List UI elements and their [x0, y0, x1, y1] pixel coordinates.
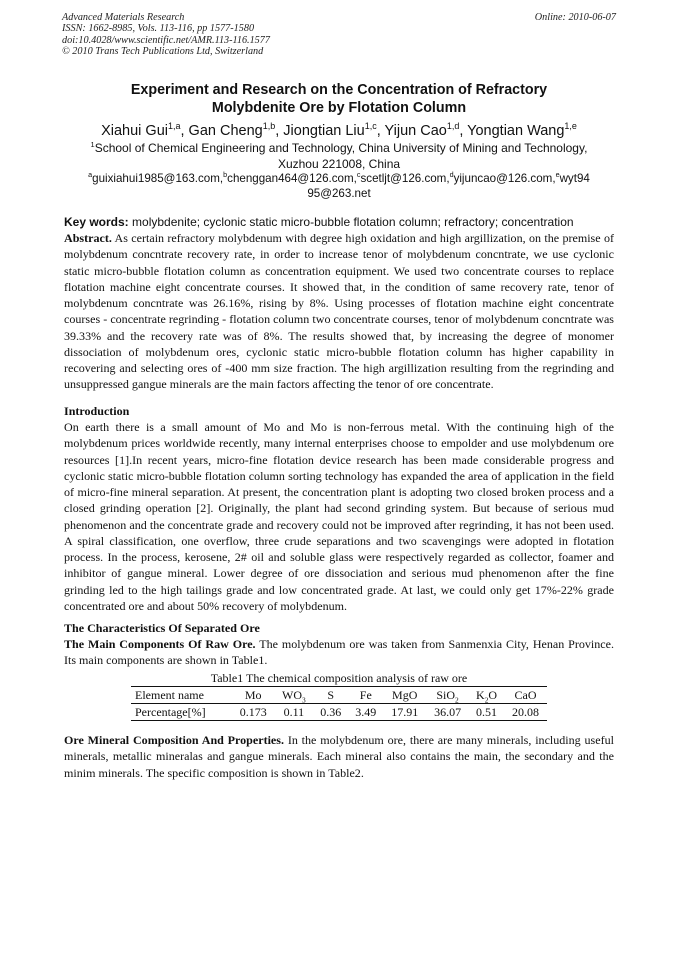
composition-table — [131, 686, 547, 721]
table-1 — [131, 670, 547, 721]
abstract-text: As certain refractory molybdenum with degree high oxidation and high argillization, on the premise of molybdenum concntrate recovery rate, in order to increase tenor of molybdenum concntrate, we use cyclonic static micro-bubble flotation column as concentration equipment. We used two concentrate courses to replace flotation machine eight concentrate courses. It showed that, in the condition of same recovery rate, tenor of molybdenum concntrate was 26.16%, rising by 8%. Using processes of flotation machine eight concentrate courses - concentrate regrinding - flotation column two concentrate courses, tenor of molybdenum concntrate was 39.33% and the recovery rate was of 8%. The results showed that, by increasing the degree of monomer dissociation of molybdenum ores, cyclonic static micro-bubble flotation column has higher capability in recovering and selecting ores of -400 mm size fraction. The high argillization resulting from the regrinding and unsuppressed gangue minerals are the main factors affecting the tenor of ore concentrate. — [64, 231, 614, 392]
author-affil-mark: 1,c — [364, 121, 377, 132]
online-date: Online: 2010-06-07 — [534, 12, 616, 23]
table-column-header: MgO — [383, 687, 426, 704]
main-components-paragraph — [64, 636, 614, 669]
title-line-1: Experiment and Research on the Concentration of Refractory — [130, 82, 548, 98]
author-name: Yijun Cao — [384, 123, 447, 139]
main-components-label: The Main Components Of Raw Ore. — [64, 637, 256, 651]
introduction-heading: Introduction — [64, 404, 130, 418]
table-column-header: Fe — [348, 687, 383, 704]
table-cell: 0.51 — [469, 704, 504, 721]
email-b: chenggan464@126.com, — [227, 172, 357, 185]
affiliation-line-2: Xuzhou 221008, China — [277, 156, 401, 171]
table-column-header: CaO — [504, 687, 547, 704]
table-caption: Table1 The chemical composition analysis of raw ore — [210, 671, 468, 685]
table-cell: 0.11 — [275, 704, 314, 721]
affiliation-mark: 1 — [90, 140, 95, 149]
abstract-label: Abstract. — [64, 231, 112, 245]
table-column-header: S — [313, 687, 348, 704]
table-column-header: SiO$_2$ — [426, 687, 469, 704]
doi-line: doi:10.4028/www.scientific.net/AMR.113-116.1577 — [62, 34, 270, 46]
paper-title — [62, 82, 616, 117]
table-column-header: $K_2O$ — [469, 687, 504, 704]
title-line-2: Molybdenite Ore by Flotation Column — [211, 99, 467, 116]
author-name: Jiongtian Liu — [283, 123, 365, 139]
email-e-part-1: wyt94 — [559, 172, 590, 185]
author-affil-mark: 1,b — [262, 121, 276, 132]
table-row — [131, 704, 547, 721]
table-column-header: Mo — [232, 687, 275, 704]
email-d: yijuncao@126.com, — [453, 172, 556, 185]
table-header-label: Element name — [131, 687, 232, 704]
table-cell: 3.49 — [348, 704, 383, 721]
table-cell: 0.173 — [232, 704, 275, 721]
author-name: Xiahui Gui — [101, 123, 168, 139]
introduction-text: On earth there is a small amount of Mo and Mo is non-ferrous metal. With the continuing high of the molybdenum prices worldwide recently, many internal enterprises choose to empolder and use molybdenum ore resources [1].In recent years, micro-fine flotation device research has been made considerable progress and cyclonic static micro-bubble flotation column sorting technology has expanded the area of application in the field of micro-fine mineral separation. At present, the concentration plant is adopting two closed broken process and a closed grinding operation [2]. Originally, the plant had second grinding system. But because of serious mud phenomenon and the concentrate grade and recovery could not be improved after regrinding, it has not been used. A spiral classification, one overflow, three crude separations and two scavengings were adopted in flotation process. In the process, kerosene, 2# oil and soluble glass were respectively regarded as collector, foamer and inhibitor of gangue mineral. Lower degree of ore dissociation and serious mud phenomenon after the fine grinding led to the high tailings grade and low concentrated grade. At last, we could only get 17%-22% grade concentrated ore and about 50% recovery of molybdenum. — [64, 420, 614, 613]
journal-name: Advanced Materials Research — [62, 12, 185, 23]
abstract — [64, 230, 614, 393]
keywords-label: Key words: — [64, 215, 129, 229]
ore-mineral-paragraph — [64, 732, 614, 781]
author-list: Xiahui Gui$^{1,a}$, Gan Cheng$^{1,b}$, Jiongtian Liu$^{1,c}$, Yijun Cao$^{1,d}$, Yongtian Wang$^{1,e}$ — [101, 121, 577, 139]
affiliation-line-1: School of Chemical Engineering and Technology, China University of Mining and Technology, — [94, 141, 588, 155]
table-cell: 17.91 — [383, 704, 426, 721]
author-affil-mark: 1,a — [167, 121, 181, 132]
email-list: $^a$guixiahui1985@163.com,$^b$chenggan464@126.com,$^c$scetljt@126.com,$^d$yijuncao@126.com,$^e$wyt94 95@263.net — [62, 172, 616, 201]
author-affil-mark: 1,e — [564, 121, 577, 132]
table-cell: 0.36 — [313, 704, 348, 721]
author-name: Gan Cheng — [188, 123, 263, 139]
email-e-part-2: 95@263.net — [307, 186, 371, 200]
table-column-header: $WO_3$ — [275, 687, 314, 704]
author-name: Yongtian Wang — [467, 123, 565, 139]
author-affil-mark: 1,d — [446, 121, 460, 132]
issn-line: ISSN: 1662-8985, Vols. 113-116, pp 1577-1580 — [62, 23, 255, 35]
journal-header — [62, 12, 616, 58]
table-row-label: Percentage[%] — [131, 704, 232, 721]
email-c: scetljt@126.com, — [360, 172, 450, 185]
ore-mineral-text: In the molybdenum ore, there are many minerals, including useful minerals, metallic mineralas and gangue minerals. Each mineral also contains the main, the secondary and the minim minerals. The specific composition is shown in Table2. — [64, 733, 614, 780]
copyright-line: © 2010 Trans Tech Publications Ltd, Switzerland — [62, 46, 264, 58]
table-cell: 20.08 — [504, 704, 547, 721]
table-cell: 36.07 — [426, 704, 469, 721]
main-components-text: The molybdenum ore was taken from Sanmenxia City, Henan Province. Its main components are shown in Table1. — [64, 637, 614, 668]
characteristics-heading: The Characteristics Of Separated Ore — [64, 621, 260, 635]
email-a: guixiahui1985@163.com, — [92, 172, 224, 185]
affiliation — [62, 141, 616, 172]
ore-mineral-label: Ore Mineral Composition And Properties. — [64, 733, 284, 747]
table-header-row — [131, 687, 547, 704]
keywords — [64, 214, 614, 230]
keywords-text: molybdenite; cyclonic static micro-bubble flotation column; refractory; concentration — [132, 215, 574, 229]
